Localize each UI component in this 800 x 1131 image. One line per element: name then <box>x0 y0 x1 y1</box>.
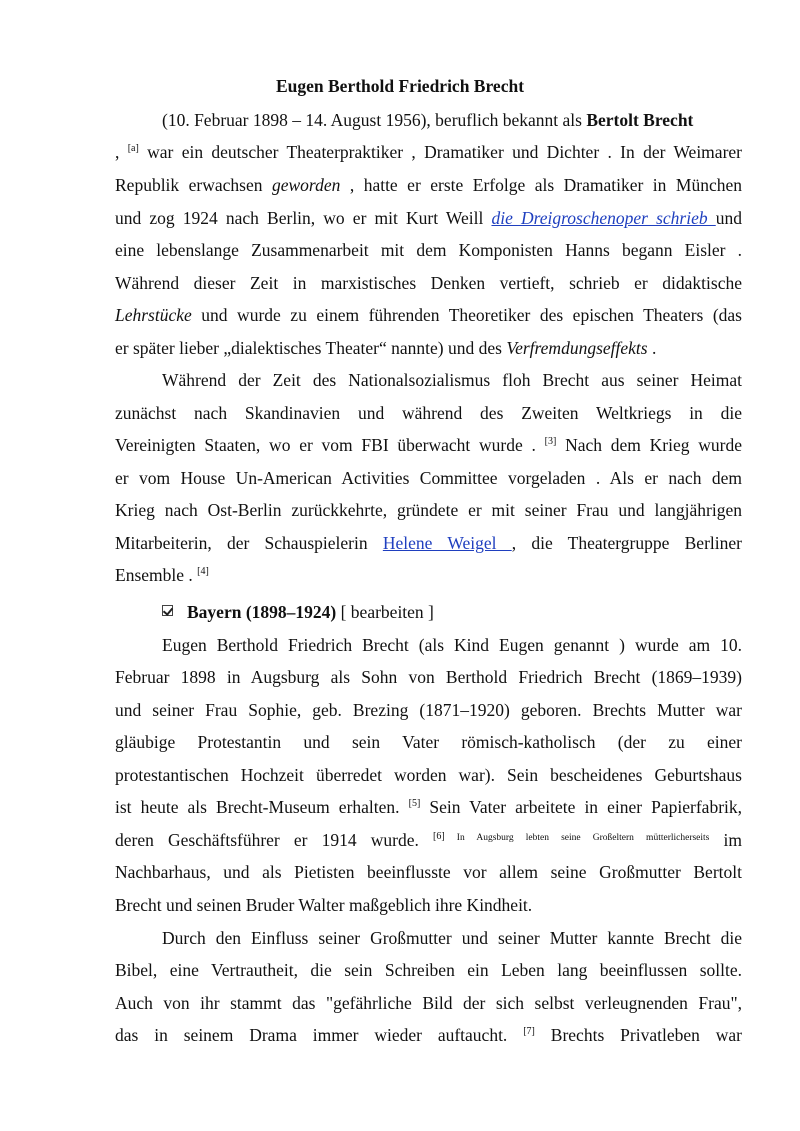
paragraph-1-line-4: und zog 1924 nach Berlin, wo er mit Kurt Weill die Dreigroschenoper schrieb und <box>115 208 742 228</box>
paragraph-3-line-1: Eugen Berthold Friedrich Brecht (als Kind Eugen genannt ) wurde am 10. <box>162 635 742 655</box>
paragraph-2-line-1: Während der Zeit des Nationalsozialismus floh Brecht aus seiner Heimat <box>162 370 742 390</box>
paragraph-2-line-3: Vereinigten Staaten, wo er vom FBI überwacht wurde . [3] Nach dem Krieg wurde <box>115 435 742 455</box>
edit-link[interactable]: [ bearbeiten ] <box>336 602 434 622</box>
paragraph-3-line-8: Nachbarhaus, und als Pietisten beeinflusste vor allem seine Großmutter Bertolt <box>115 862 742 882</box>
footnote-ref[interactable]: [7] <box>523 1026 535 1037</box>
footnote-ref[interactable]: [4] <box>197 566 209 577</box>
document-title: Eugen Berthold Friedrich Brecht <box>275 76 525 96</box>
footnote-ref[interactable]: [a] <box>127 143 139 154</box>
paragraph-4-line-3: Auch von ihr stammt das "gefährliche Bild der sich selbst verleugnenden Frau", <box>115 993 742 1013</box>
checkbox-icon <box>162 605 173 616</box>
paragraph-3-line-4: gläubige Protestantin und sein Vater römisch-katholisch (der zu einer <box>115 732 742 752</box>
paragraph-2-line-6: Mitarbeiterin, der Schauspielerin Helene Weigel , die Theatergruppe Berliner <box>115 533 742 553</box>
section-title: Bayern (1898–1924) <box>187 602 337 622</box>
paragraph-4-line-1: Durch den Einfluss seiner Großmutter und seiner Mutter kannte Brecht die <box>162 928 742 948</box>
paragraph-1-line-5: eine lebenslange Zusammenarbeit mit dem Komponisten Hanns begann Eisler . <box>115 240 742 260</box>
paragraph-4-line-2: Bibel, eine Vertrautheit, die sein Schreiben ein Leben lang beeinflussen sollte. <box>115 960 742 980</box>
paragraph-3-line-5: protestantischen Hochzeit überredet worden war). Sein bescheidenes Geburtshaus <box>115 765 742 785</box>
paragraph-2-line-2: zunächst nach Skandinavien und während des Zweiten Weltkriegs in die <box>115 403 742 423</box>
footnote-ref[interactable]: [5] <box>408 798 421 809</box>
small-text: In Augsburg lebten seine Großeltern mütterlicherseits <box>444 833 710 843</box>
paragraph-1-line-7: Lehrstücke und wurde zu einem führenden Theoretiker des epischen Theaters (das <box>115 305 742 325</box>
paragraph-3-line-7: deren Geschäftsführer er 1914 wurde. [6] $^{In Augsburg lebten seine Großeltern mütterlicherseits}$ im <box>115 830 742 850</box>
paragraph-2-line-7: Ensemble . [4] <box>115 565 209 585</box>
paragraph-1-line-1: (10. Februar 1898 – 14. August 1956), beruflich bekannt als Bertolt Brecht <box>162 110 694 130</box>
paragraph-3-line-2: Februar 1898 in Augsburg als Sohn von Berthold Friedrich Brecht (1869–1939) <box>115 667 742 687</box>
paragraph-3-line-9: Brecht und seinen Bruder Walter maßgeblich ihre Kindheit. <box>115 895 533 915</box>
paragraph-1-line-6: Während dieser Zeit in marxistisches Denken vertieft, schrieb er didaktische <box>115 273 742 293</box>
bold-name: Bertolt Brecht <box>586 110 694 130</box>
link-helene-weigel[interactable]: Helene Weigel <box>382 533 512 553</box>
paragraph-3-line-3: und seiner Frau Sophie, geb. Brezing (1871–1920) geboren. Brechts Mutter war <box>115 700 742 720</box>
footnote-ref[interactable]: [6] <box>433 831 445 842</box>
paragraph-3-line-6: ist heute als Brecht-Museum erhalten. [5] Sein Vater arbeitete in einer Papierfabrik, <box>115 797 743 817</box>
paragraph-2-line-5: Krieg nach Ost-Berlin zurückkehrte, gründete er mit seiner Frau und langjährigen <box>115 500 742 520</box>
link-dreigroschenoper[interactable]: die Dreigroschenoper schrieb <box>491 208 716 228</box>
section-heading <box>162 599 742 625</box>
paragraph-4-line-4: das in seinem Drama immer wieder auftaucht. [7] Brechts Privatleben war <box>115 1025 742 1045</box>
footnote-ref[interactable]: [3] <box>544 436 557 447</box>
paragraph-2-line-4: er vom House Un-American Activities Committee vorgeladen . Als er nach dem <box>115 468 742 488</box>
paragraph-1-line-2: , [a] war ein deutscher Theaterpraktiker , Dramatiker und Dichter . In der Weimarer <box>115 142 742 162</box>
paragraph-1-line-8: er später lieber „dialektisches Theater“ nannte) und des Verfremdungseffekts . <box>115 338 657 358</box>
paragraph-1-line-3: Republik erwachsen geworden , hatte er erste Erfolge als Dramatiker in München <box>115 175 742 195</box>
